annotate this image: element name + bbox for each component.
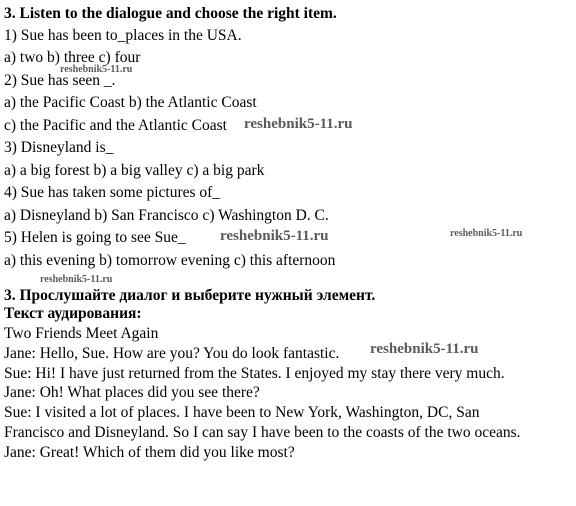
dialogue-line-6: Jane: Great! Which of them did you like most? xyxy=(4,444,295,461)
watermark: reshebnik5-11.ru xyxy=(220,228,329,244)
dialogue-line-1: Jane: Hello, Sue. How are you? You do look fantastic. xyxy=(4,345,340,362)
watermark: reshebnik5-11.ru xyxy=(60,64,133,75)
dialogue-line-2: Sue: Hi! I have just returned from the States. I enjoyed my stay there very much. xyxy=(4,365,505,382)
watermark: reshebnik5-11.ru xyxy=(370,341,479,357)
dialogue-line-3: Jane: Oh! What places did you see there? xyxy=(4,384,260,401)
watermark: reshebnik5-11.ru xyxy=(244,116,353,132)
exercise-heading-en: 3. Listen to the dialogue and choose the right item. xyxy=(4,5,337,22)
transcript-title: Two Friends Meet Again xyxy=(4,325,159,342)
question-1: 1) Sue has been to_places in the USA. xyxy=(4,27,242,44)
answers-2-line-1: a) the Pacific Coast b) the Atlantic Coast xyxy=(4,94,257,111)
question-3: 3) Disneyland is_ xyxy=(4,139,114,156)
answers-1: a) two b) three c) four xyxy=(4,49,141,66)
question-4: 4) Sue has taken some pictures of_ xyxy=(4,184,221,201)
dialogue-line-5: Francisco and Disneyland. So I can say I have been to the coasts of the two oceans. xyxy=(4,424,521,441)
transcript-heading: Текст аудирования: xyxy=(4,305,142,322)
question-2: 2) Sue has seen _. xyxy=(4,72,116,89)
dialogue-line-4: Sue: I visited a lot of places. I have been to New York, Washington, DC, San xyxy=(4,404,480,421)
watermark: reshebnik5-11.ru xyxy=(40,274,113,285)
answers-2-line-2: c) the Pacific and the Atlantic Coast xyxy=(4,117,227,134)
answers-3: a) a big forest b) a big valley c) a big park xyxy=(4,162,265,179)
watermark: reshebnik5-11.ru xyxy=(450,228,523,239)
answers-5: a) this evening b) tomorrow evening c) this afternoon xyxy=(4,252,336,269)
exercise-heading-ru: 3. Прослушайте диалог и выберите нужный элемент. xyxy=(4,287,376,304)
question-5: 5) Helen is going to see Sue_ xyxy=(4,229,186,246)
answers-4: a) Disneyland b) San Francisco c) Washington D. C. xyxy=(4,207,329,224)
